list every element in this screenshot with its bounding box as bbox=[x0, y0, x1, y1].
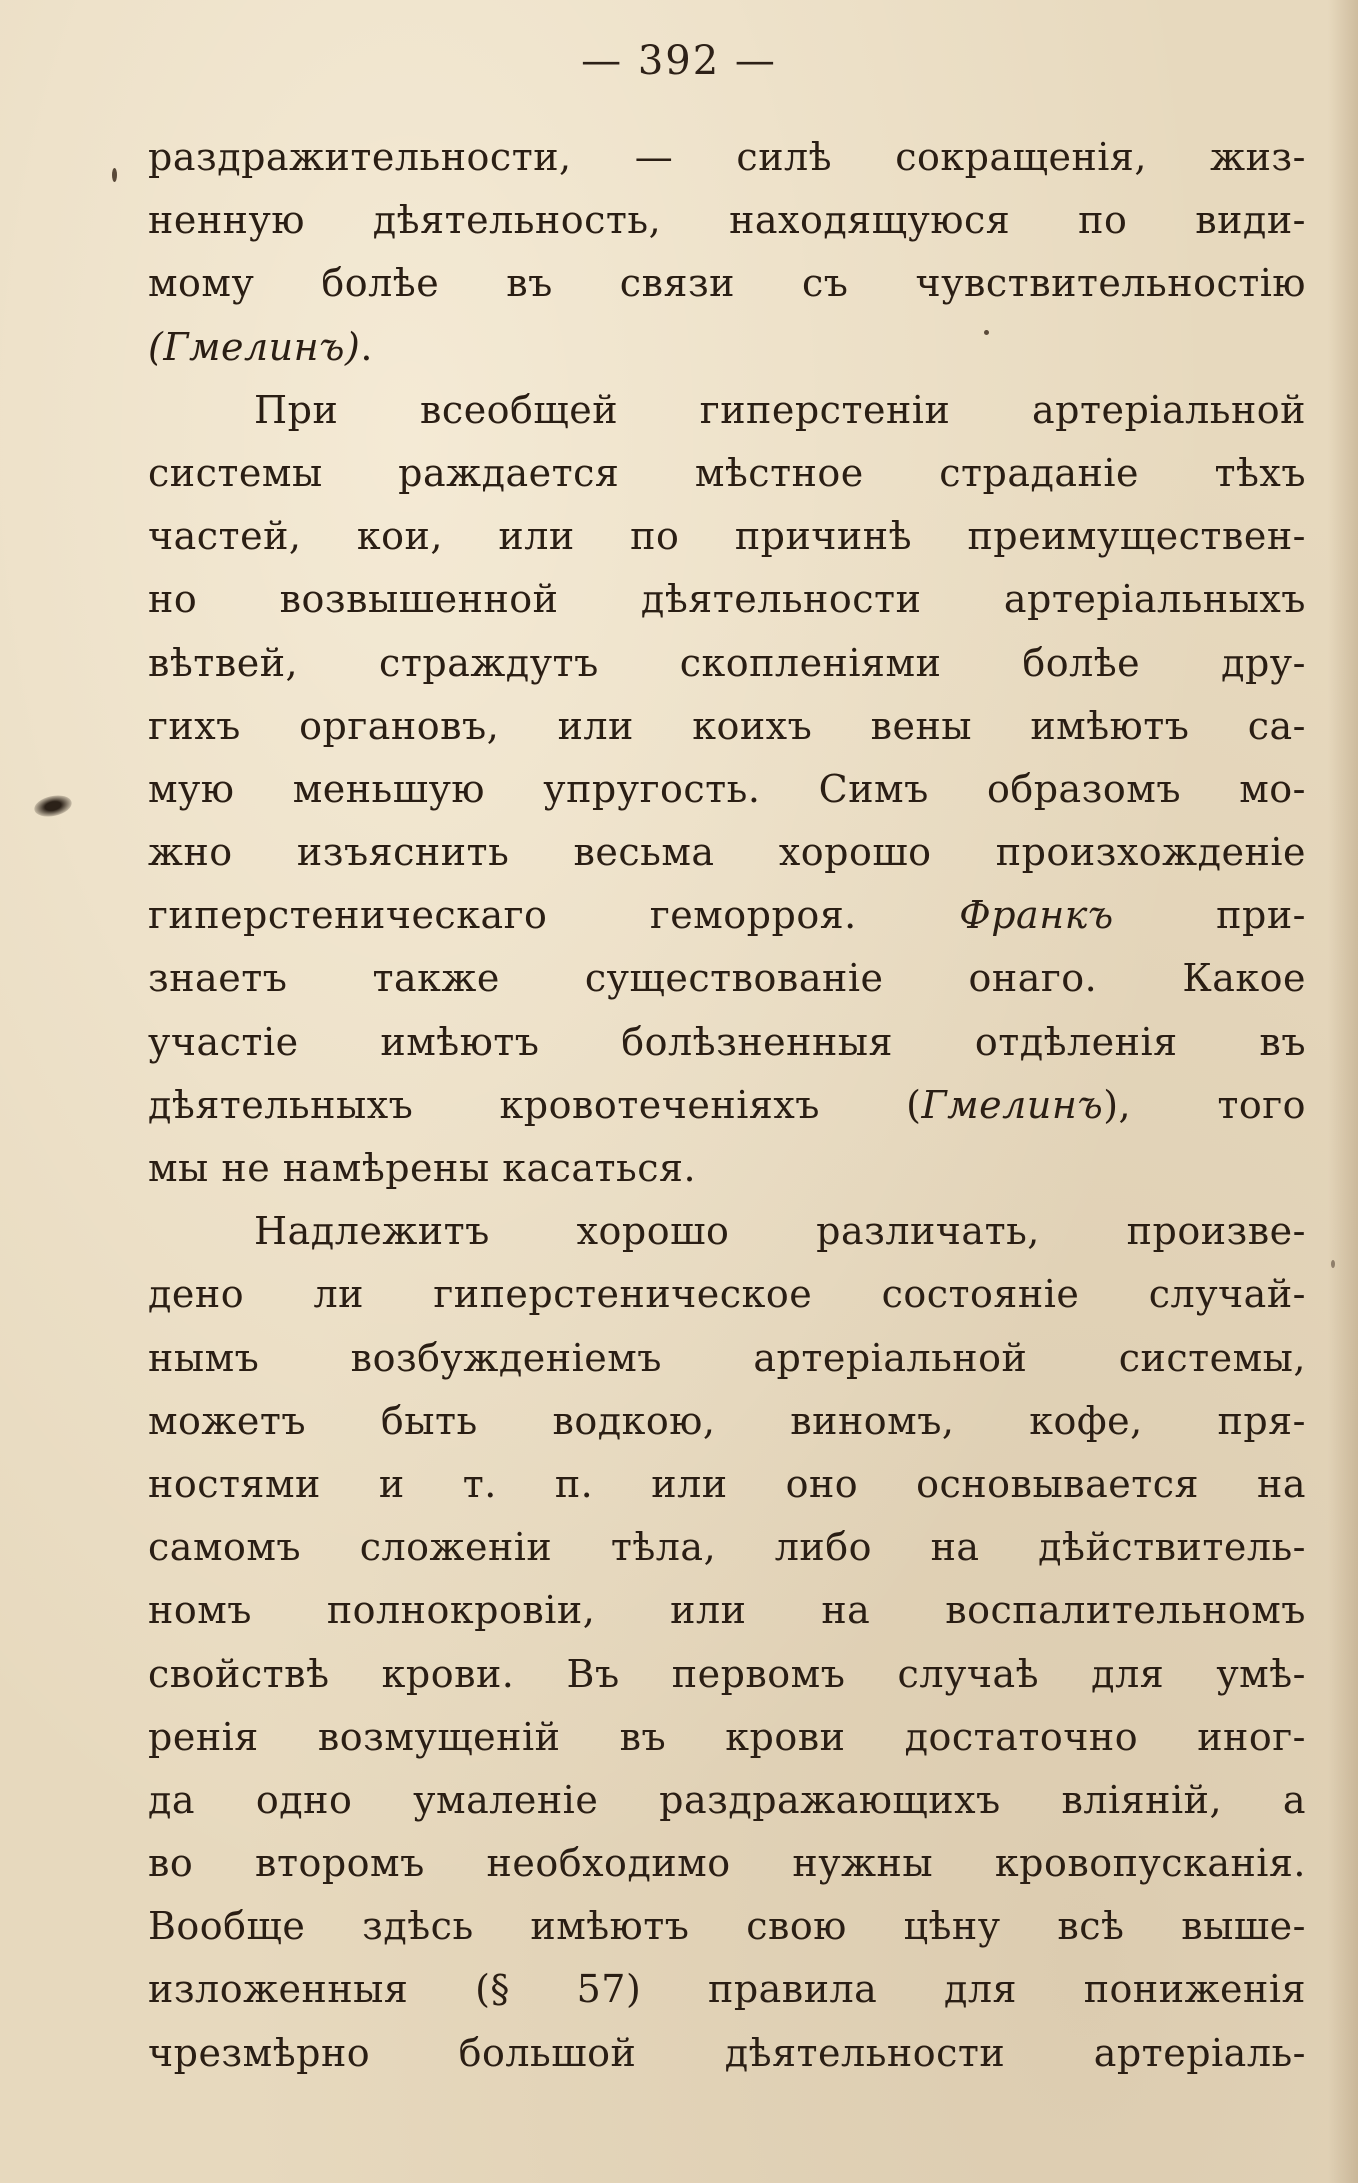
body-text bbox=[148, 126, 1306, 2085]
text-line: да одно умаленіе раздражающихъ вліяній, а bbox=[148, 1777, 1306, 1822]
page-edge-shadow bbox=[1328, 0, 1358, 2183]
text-fragment: гиперстеническаго геморроя. bbox=[148, 893, 960, 938]
author-name: Франкъ bbox=[959, 893, 1114, 938]
text-line: вѣтвей, страждутъ скопленіями болѣе дру- bbox=[148, 640, 1306, 685]
text-line: знаетъ также существованіе онаго. Какое bbox=[148, 956, 1306, 1001]
text-line: дено ли гиперстеническое состояніе случай- bbox=[148, 1272, 1306, 1317]
text-line: номъ полнокровіи, или на воспалительномъ bbox=[148, 1588, 1306, 1633]
text-fragment: дѣятельныхъ кровотеченіяхъ ( bbox=[148, 1082, 922, 1127]
text-line: мую меньшую упругость. Симъ образомъ мо- bbox=[148, 766, 1306, 811]
text-line: свойствѣ крови. Въ первомъ случаѣ для умѣ- bbox=[148, 1651, 1306, 1696]
text-line: Вообще здѣсь имѣютъ свою цѣну всѣ выше- bbox=[148, 1904, 1306, 1949]
text-line: ренія возмущеній въ крови достаточно иног- bbox=[148, 1714, 1306, 1759]
text-line: системы раждается мѣстное страданіе тѣхъ bbox=[148, 450, 1306, 495]
text-line bbox=[148, 884, 1306, 947]
text-line: частей, кои, или по причинѣ преимуществен- bbox=[148, 514, 1306, 559]
paper-speck bbox=[1331, 1260, 1335, 1268]
text-line: но возвышенной дѣятельности артеріальныхъ bbox=[148, 577, 1306, 622]
text-line: раздражительности, — силѣ сокращенія, жиз- bbox=[148, 135, 1306, 179]
text-line: ностями и т. п. или оно основывается на bbox=[148, 1461, 1306, 1506]
text-fragment: при- bbox=[1113, 893, 1306, 938]
text-line bbox=[148, 316, 1306, 379]
text-line: ненную дѣятельность, находящуюся по види- bbox=[148, 198, 1306, 243]
text-line: гихъ органовъ, или коихъ вены имѣютъ са- bbox=[148, 703, 1306, 748]
text-line: жно изъяснить весьма хорошо произхожденіе bbox=[148, 830, 1306, 875]
text-line: во второмъ необходимо нужны кровопусканія. bbox=[148, 1841, 1306, 1886]
author-name: Гмелинъ bbox=[921, 1082, 1104, 1127]
page-number: — 392 — bbox=[581, 38, 777, 84]
text-fragment: . bbox=[360, 324, 373, 369]
text-line: мому болѣе въ связи съ чувствительностію bbox=[148, 261, 1306, 306]
text-line: изложенныя (§ 57) правила для пониженія bbox=[148, 1967, 1306, 2012]
paper-speck bbox=[112, 168, 117, 182]
text-line: можетъ быть водкою, виномъ, кофе, пря- bbox=[148, 1398, 1306, 1443]
text-line: Надлежитъ хорошо различать, произве- bbox=[254, 1209, 1306, 1254]
author-name: (Гмелинъ) bbox=[148, 324, 361, 369]
text-fragment: ), того bbox=[1103, 1082, 1307, 1127]
text-line: самомъ сложеніи тѣла, либо на дѣйствитель- bbox=[148, 1525, 1306, 1570]
text-line bbox=[148, 1074, 1306, 1137]
ink-blot bbox=[32, 792, 73, 819]
text-line: мы не намѣрены касаться. bbox=[148, 1146, 697, 1190]
text-line: чрезмѣрно большой дѣятельности артеріаль- bbox=[148, 2030, 1306, 2075]
text-line: участіе имѣютъ болѣзненныя отдѣленія въ bbox=[148, 1019, 1306, 1064]
text-line: При всеобщей гиперстеніи артеріальной bbox=[254, 387, 1306, 432]
text-line: нымъ возбужденіемъ артеріальной системы, bbox=[148, 1335, 1306, 1380]
